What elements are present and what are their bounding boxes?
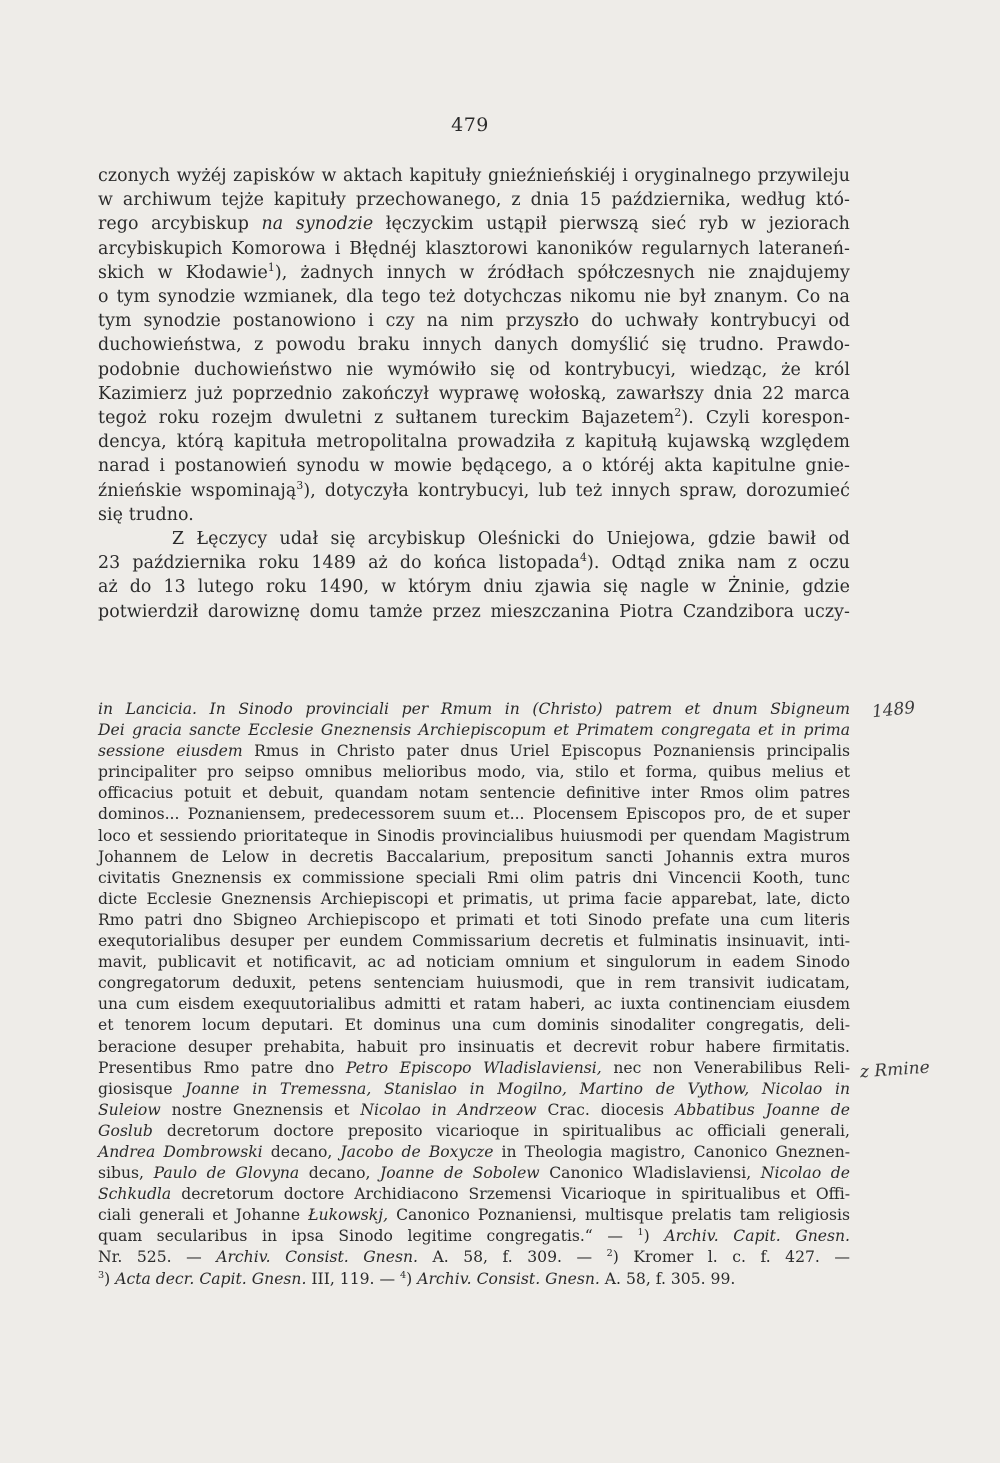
footnote-line: loco et sessiendo prioritateque in Sinodis provincialibus huiusmodi per quendam Magistrum [98, 826, 850, 845]
footnote-line: principaliter pro seipso omnibus melioribus modo, via, stilo et forma, quibus melius et [98, 763, 850, 782]
footnote-line: dicte Ecclesie Gneznensis Archiepiscopi et primatis, ut prima facie apparebat, late, dicto [98, 889, 850, 908]
footnote-line: Goslub decretorum doctore preposito vicarioque in spiritualibus ac officiali generali, [98, 1121, 850, 1140]
body-line: 23 października roku 1489 aż do końca listopada$^4$). Odtąd znika nam z oczu [98, 551, 850, 574]
body-line: rego arcybiskup na synodzie łęczyckim ustąpił pierwszą sieć ryb w jeziorach [98, 214, 850, 235]
footnote-line: ciali generali et Johanne Łukowskj, Canonico Poznaniensi, multisque prelatis tam religiosis [98, 1206, 850, 1225]
footnote-line: officacius potuit et debuit, quandam notam sentencie definitive inter Rmos olim patres [98, 784, 850, 803]
body-line: Kazimierz już poprzednio zakończył wyprawę wołoską, zawarłszy dnia 22 marca [98, 383, 850, 404]
main-text [98, 164, 850, 624]
footnote-line: quam secularibus in ipsa Sinodo legitime congregatis.“ — $^1$) Archiv. Capit. Gnesn. [98, 1227, 850, 1246]
page-number: 479 [451, 114, 489, 136]
footnote-line: Rmo patri dno Sbigneo Archiepiscopo et primati et toti Sinodo prefate una cum literis [98, 910, 850, 929]
body-line: podobnie duchowieństwo nie wymówiło się od kontrybucyi, wiedząc, że król [98, 359, 850, 380]
body-line: czonych wyżéj zapisków w aktach kapituły gnieźnieńskiéj i oryginalnego przywileju [98, 166, 850, 186]
footnote-line: $^3$) Acta decr. Capit. Gnesn. III, 119. — $^4$) Archiv. Consist. Gnesn. A. 58, f. 305. 99. [98, 1269, 736, 1288]
footnote-line: una cum eisdem exequutorialibus admitti et ratam haberi, ac iuxta continenciam eiusdem [98, 995, 850, 1014]
footnote-line: et tenorem locum deputari. Et dominus una cum dominis sinodaliter congregatis, deli- [98, 1016, 850, 1035]
body-line: o tym synodzie wzmianek, dla tego też dotychczas nikomu nie był znanym. Co na [98, 287, 850, 308]
body-line: się trudno. [98, 504, 194, 525]
body-line: tym synodzie postanowiono i czy na nim przyszło do uchwały kontrybucyi od [98, 311, 850, 332]
footnote-line: Andrea Dombrowski decano, Jacobo de Boxycze in Theologia magistro, Canonico Gneznen- [98, 1142, 851, 1161]
footnote-line: civitatis Gneznensis ex commissione speciali Rmi olim patris dni Vincencii Kooth, tunc [98, 868, 850, 887]
body-line: w archiwum tejże kapituły przechowanego, z dnia 15 października, według któ- [98, 190, 850, 211]
footnotes [98, 699, 850, 1290]
footnote-line: Johannem de Lelow in decretis Baccalarium, prepositum sancti Johannis extra muros [98, 847, 850, 866]
footnote-line: congregatorum deduxit, petens sentenciam huiusmodi, que in rem transivit iudicatam, [98, 974, 850, 993]
footnote-line: mavit, publicavit et notificavit, ac ad noticiam omnium et singulorum in eadem Sinodo [98, 953, 850, 972]
footnote-line: Schkudla decretorum doctore Archidiacono Srzemensi Vicarioque in spiritualibus et Offi- [98, 1185, 850, 1204]
footnote-line: dominos... Poznaniensem, predecessorem suum et... Plocensem Episcopos pro, de et super [98, 805, 850, 824]
body-line: duchowieństwa, z powodu braku innych danych domyślić się trudno. Prawdo- [98, 335, 850, 356]
margin-note-handwritten: 1489 [871, 697, 917, 723]
body-line: aż do 13 lutego roku 1490, w którym dniu zjawia się nagle w Żninie, gdzie [98, 577, 850, 598]
footnote-line: Suleiow nostre Gneznensis et Nicolao in Andrzeow Crac. diocesis Abbatibus Joanne de [98, 1100, 850, 1119]
body-line: arcybiskupich Komorowa i Błędnéj klasztorowi kanoników regularnych lateraneń- [98, 238, 850, 259]
body-line: potwierdził darowiznę domu tamże przez mieszczanina Piotra Czandzibora uczy- [98, 601, 850, 622]
footnote-line: giosisque Joanne in Tremessna, Stanislao in Mogilno, Martino de Vythow, Nicolao in [98, 1079, 851, 1098]
footnote-line: Presentibus Rmo patre dno Petro Episcopo Wladislaviensi, nec non Venerabilibus Reli- [98, 1058, 850, 1077]
footnote-line: sessione eiusdem Rmus in Christo pater dnus Uriel Episcopus Poznaniensis principalis [98, 742, 850, 761]
footnote-line: in Lancicia. In Sinodo provinciali per Rmum in (Christo) patrem et dnum Sbigneum [98, 700, 850, 718]
footnote-line: sibus, Paulo de Glovyna decano, Joanne de Sobolew Canonico Wladislaviensi, Nicolao de [98, 1164, 851, 1183]
body-line: źnieńskie wspominają$^3$), dotyczyła kontrybucyi, lub też innych spraw, dorozumieć [98, 478, 851, 501]
margin-note-handwritten: z Rmine [859, 1057, 931, 1083]
body-line: Z Łęczycy udał się arcybiskup Oleśnicki do Uniejowa, gdzie bawił od [172, 529, 850, 550]
footnote-line: beracione desuper prehabita, habuit pro insinuatis et decrevit robur habere firmitatis. [98, 1037, 850, 1056]
footnote-line: exequtorialibus desuper per eundem Commissarium decretis et fulminatis insinuavit, inti- [98, 932, 850, 951]
footnote-line: Nr. 525. — Archiv. Consist. Gnesn. A. 58, f. 309. — $^2$) Kromer l. c. f. 427. — [98, 1248, 850, 1267]
body-line: tegoż roku rozejm dwuletni z sułtanem tureckim Bajazetem$^2$). Czyli korespon- [98, 406, 850, 429]
body-line: skich w Kłodawie$^1$), żadnych innych w źródłach spółczesnych nie znajdujemy [98, 261, 850, 283]
body-line: narad i postanowień synodu w mowie będącego, a o któréj akta kapitulne gnie- [98, 456, 850, 477]
body-line: dencya, którą kapituła metropolitalna prowadziła z kapitułą kujawską względem [98, 432, 850, 453]
footnote-line: Dei gracia sancte Ecclesie Gneznensis Archiepiscopum et Primatem congregata et in prima [98, 721, 850, 740]
